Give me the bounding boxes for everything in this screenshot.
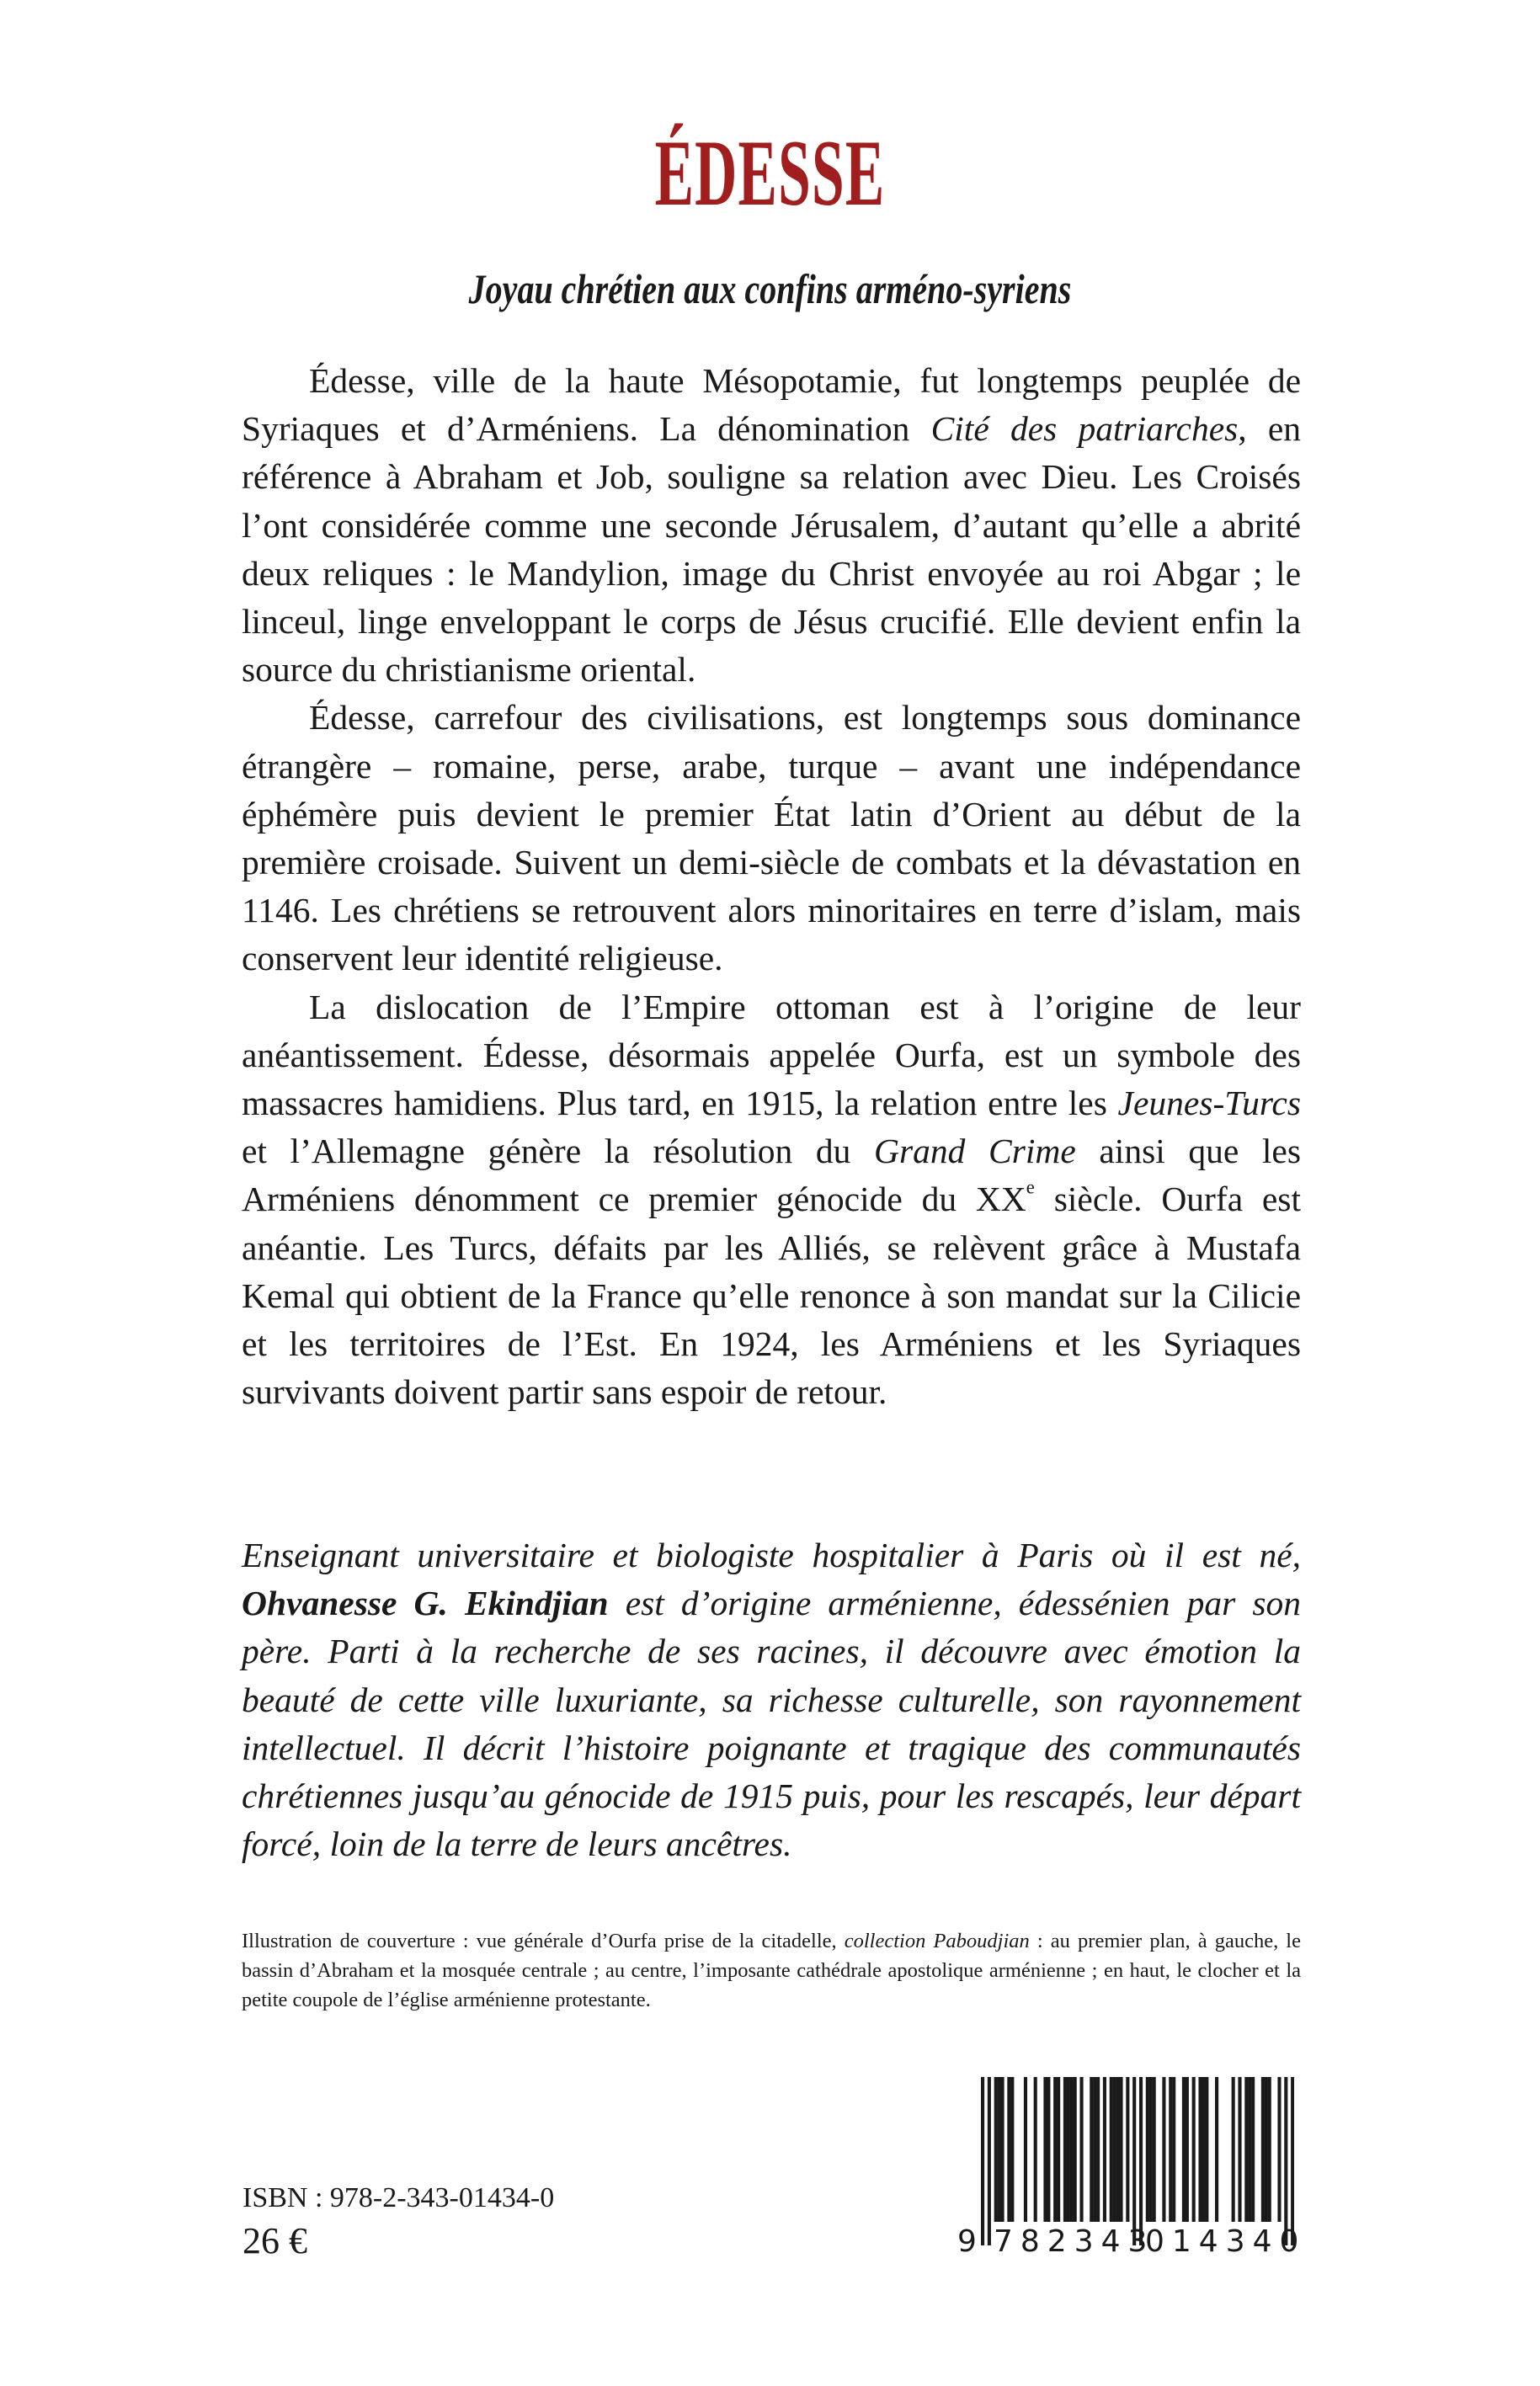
summary-paragraph: Édesse, carrefour des civilisations, est longtemps sous dominance étrangère – romaine, perse, arabe, turque – avant une indépendance éphémère puis devient le premier État latin d’Orient au début de la première croisade. Suivent un demi-siècle de combats et la dévastation en 1146. Les chrétiens se retrouvent alors minoritaires en terre d’islam, mais conservent leur identité religieuse. xyxy=(242,698,1301,978)
cover-credit-intro: Illustration de couverture : vue générale d’Ourfa prise de la citadelle, xyxy=(242,1930,845,1952)
barcode-left-digits: 782343 xyxy=(994,2224,1155,2259)
barcode-bars xyxy=(981,2077,1294,2245)
author-bio-intro: Enseignant universitaire et biologiste hospitalier à Paris où il est né, xyxy=(242,1536,1301,1574)
author-bio xyxy=(242,1531,1301,1868)
barcode-right-digits: 014340 xyxy=(1145,2224,1307,2259)
barcode-first-digit: 9 xyxy=(957,2224,977,2259)
isbn-label: ISBN : 978-2-343-01434-0 xyxy=(242,2182,555,2213)
book-subtitle: Joyau chrétien aux confins arméno-syriens xyxy=(468,265,1072,312)
price-label: 26 € xyxy=(242,2220,307,2261)
cover-credit-collection: collection Paboudjian xyxy=(844,1930,1030,1952)
book-title: ÉDESSE xyxy=(654,121,886,226)
summary-text xyxy=(242,357,1301,1416)
summary-paragraph: La dislocation de l’Empire ottoman est à l’origine de leur anéantissement. Édesse, désormais appelée Ourfa, est un symbole des massacres hamidiens. Plus tard, en 1915, la relation entre les Jeunes-Turcs et l’Allemagne génère la résolution du Grand Crime ainsi que les Arméniens dénomment ce premier génocide du XXe siècle. Ourfa est anéantie. Les Turcs, défaits par les Alliés, se relèvent grâce à Mustafa Kemal qui obtient de la France qu’elle renonce à son mandat sur la Cilicie et les territoires de l’Est. En 1924, les Arméniens et les Syriaques survivants doivent partir sans espoir de retour. xyxy=(242,987,1301,1412)
author-bio-rest: est d’origine arménienne, édessénien par son père. Parti à la recherche de ses racines, il découvre avec émotion la beauté de cette ville luxuriante, sa richesse culturelle, son rayonnement intellectuel. Il décrit l’histoire poignante et tragique des communautés chrétiennes jusqu’au génocide de 1915 puis, pour les rescapés, leur départ forcé, loin de la terre de leurs ancêtres. xyxy=(242,1584,1301,1864)
summary-paragraph: Édesse, ville de la haute Mésopotamie, fut longtemps peuplée de Syriaques et d’Arméniens. La dénomination Cité des patriarches, en référence à Abraham et Job, souligne sa relation avec Dieu. Les Croisés l’ont considérée comme une seconde Jérusalem, d’autant qu’elle a abrité deux reliques : le Mandylion, image du Christ envoyée au roi Abgar ; le linceul, linge enveloppant le corps de Jésus crucifié. Elle devient enfin la source du christianisme oriental. xyxy=(242,361,1301,690)
cover-credit-rest: : au premier plan, à gauche, le bassin d’Abraham et la mosquée centrale ; au centre, l’imposante cathédrale apostolique arménienne ; en haut, le clocher et la petite coupole de l’église arménienne protestante. xyxy=(242,1930,1301,2011)
cover-credit-paragraph xyxy=(242,1926,1301,2015)
author-name: Ohvanesse G. Ekindjian xyxy=(242,1584,609,1623)
cover-illustration-credit xyxy=(242,1926,1301,2015)
author-bio-paragraph xyxy=(242,1531,1301,1868)
